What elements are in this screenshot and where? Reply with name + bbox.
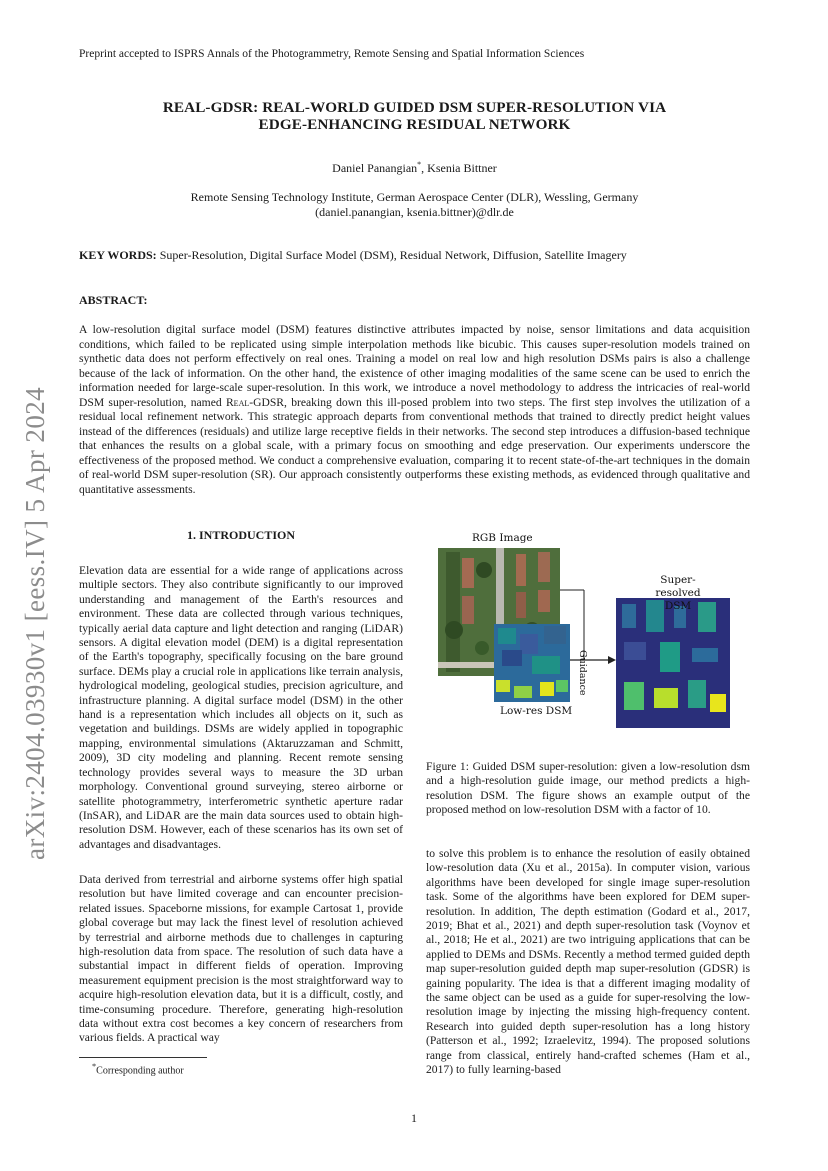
sr-label-line-2: DSM <box>664 600 692 612</box>
arxiv-sidebar-stamp: arXiv:2404.03930v1 [eess.IV] 5 Apr 2024 <box>20 386 50 860</box>
title-line-2: EDGE-ENHANCING RESIDUAL NETWORK <box>258 116 571 133</box>
figure-label-super-resolved <box>640 574 716 613</box>
section-heading: 1. INTRODUCTION <box>186 528 295 542</box>
super-resolved-dsm <box>616 598 730 728</box>
footnote-text: Corresponding author <box>96 1065 184 1077</box>
author-2: , Ksenia Bittner <box>421 161 497 175</box>
intro-paragraph-3: to solve this problem is to enhance the resolution of easily obtained low-resolution data (Xu et al., 2015a). In computer vision, various algorithms have been developed for single image super-resolution task. Some of the algorithms have been explored for DEM super-resolution. In addition, The depth estimation (Godard et al., 2017, 2019; Bhat et al., 2021) and depth super-resolution task (Voynov et al., 2018; He et al., 2021) are two intriguing applications that can be applied to DEMs and DSMs. Recently a method termed guided depth map super-resolution guided depth map super-resolution (GDSR) is gaining popularity. The idea is that a different imaging modality of the same object can be used as a guide for super-resolving the low-resolution image by injecting the missing high-frequency content. Research into guided depth super-resolution has a long history (Patterson et al., 1992; Izraelevitz, 1994). The proposed solutions range from classical, entirely hand-crafted schemes (Ham et al., 2017) to fully learning-based <box>426 847 750 1077</box>
affiliation-email: (daniel.panangian, ksenia.bittner)@dlr.de <box>315 205 514 219</box>
page-number: 1 <box>411 1111 417 1125</box>
keywords <box>79 248 750 263</box>
sr-label-line-1: Super-resolved <box>655 574 701 599</box>
figure-1 <box>436 530 748 730</box>
footnote <box>92 1062 184 1076</box>
abstract-part-a: A low-resolution digital surface model (DSM) features distinctive attributes impacted by noise, sensor limitations and data acquisition conditions, which failed to be replicated using simple interpolation methods like bicubic. This causes super-resolution models trained on synthetic data does not perform effectively on real ones. Training a model on real low and high resolution DSMs pairs is also a challenge because of the lack of information. On the other hand, the existence of other imaging modalities of the same scene can be used to enrich the information needed for large-scale super-resolution. In this work, we introduce a novel methodology to address the intricacies of real-world DSM super-resolution, named <box>79 323 750 409</box>
paper-title <box>79 99 750 133</box>
intro-paragraph-1: Elevation data are essential for a wide range of applications across multiple sectors. They also contribute significantly to our improved understanding and management of the Earth's resources and environment. These data are collected through various techniques, typically aerial data capture and light detection and ranging (LiDAR) sensors. A digital elevation model (DEM) is a digital representation of the Earth's topography, specifically focusing on the bare ground surface. DEMs play a crucial role in applications like terrain analysis, hydrological modeling, geological studies, precision agriculture, and infrastructure planning. A digital surface model (DSM) in the other hand is a representation which includes all objects on it, such as vegetation and buildings. DSMs are widely applied in topographic mapping, environmental simulations (Aktaruzzaman and Schmitt, 2009), 3D city modeling and planning. Recent remote sensing technology provides several ways to measure the 3D urban morphology. Conventional ground surveying, stereo airborne or satellite photogrammetry, interferometric synthetic aperture radar (InSAR), and LiDAR are the main data sources used to obtain high-resolution DSM. However, each of these scenarios has its own set of advantages and disadvantages. <box>79 564 403 851</box>
method-name: Real-GDSR <box>225 395 285 409</box>
footnote-rule <box>79 1057 207 1058</box>
title-line-1: REAL-GDSR: REAL-WORLD GUIDED DSM SUPER-RESOLUTION VIA <box>162 99 667 116</box>
author-mark: * <box>417 160 422 169</box>
footnote-mark: * <box>92 1062 97 1071</box>
abstract-heading: ABSTRACT: <box>79 293 148 307</box>
figure-label-lowres: Low-res DSM <box>500 705 573 717</box>
abstract-part-b: , breaking down this ill-posed problem into two steps. The first step involves the utilization of a residual local refinement network. This strategic approach departs from conventional methods that trained to directly predict height values instead of the differences (residuals) and utilize large receptive fields in their networks. The second step introduces a diffusion-based technique that enhances the results on a global scale, with a primary focus on smoothing and edge preservation. Our experiments underscore the effectiveness of the proposed method. We conduct a comprehensive evaluation, comparing it to recent state-of-the-art techniques in the domain of real-world DSM super-resolution (SR). Our approach consistently outperforms these existing methods, as evidenced through qualitative and quantitative assessments. <box>79 395 750 496</box>
affiliation <box>79 190 750 220</box>
intro-paragraph-2: Data derived from terrestrial and airborne systems offer high spatial resolution but have limited coverage and can encounter precision-related issues. Spaceborne missions, for example Cartosat 1, provide global coverage but may lack the finest level of resolution achieved by terrestrial and airborne methods due to challenges in capturing high-resolution data from space. The resolution of such data have a substantial impact in different fields of operation. Improving measurement equipment precision is the most straightforward way to acquire high-resolution elevation data, but it is a difficult, costly, and time-consuming procedure. Therefore, generating high-resolution data without extra cost becomes a key concern of researchers from various fields. A practical way <box>79 873 403 1045</box>
running-header: Preprint accepted to ISPRS Annals of the Photogrammetry, Remote Sensing and Spatial Information Sciences <box>79 48 585 60</box>
figure-graphic <box>436 530 748 730</box>
figure-label-rgb: RGB Image <box>472 532 533 544</box>
abstract-body <box>79 323 750 497</box>
figure-label-guidance: Guidance <box>577 650 588 696</box>
keywords-label: KEY WORDS: <box>79 248 157 262</box>
low-res-dsm <box>494 624 570 702</box>
figure-1-caption: Figure 1: Guided DSM super-resolution: given a low-resolution dsm and a high-resolution guide image, our method predicts a high-resolution DSM. The figure shows an example output of the proposed method on low-resolution DSM with a factor of 10. <box>426 760 750 817</box>
author-1: Daniel Panangian <box>332 161 418 175</box>
authors <box>79 160 750 176</box>
affiliation-line-1: Remote Sensing Technology Institute, German Aerospace Center (DLR), Wessling, Germany <box>190 190 639 204</box>
keywords-text: Super-Resolution, Digital Surface Model (DSM), Residual Network, Diffusion, Satellite Imagery <box>156 248 627 262</box>
